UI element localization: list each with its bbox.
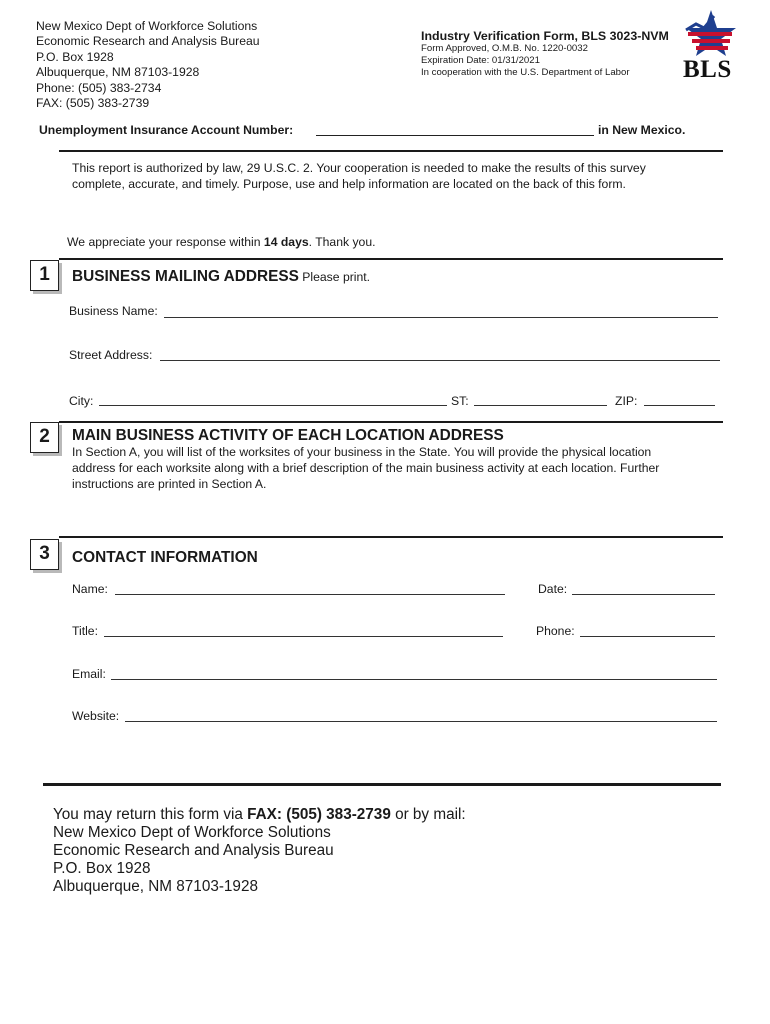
authorization-line-1: This report is authorized by law, 29 U.S.C. 2. Your cooperation is needed to make the results of this survey xyxy=(72,161,646,175)
street-address-label: Street Address: xyxy=(69,348,153,362)
response-note xyxy=(67,234,376,250)
agency-phone: Phone: (505) 383-2734 xyxy=(36,80,162,95)
section-1-rule xyxy=(59,258,723,260)
form-info xyxy=(421,29,669,80)
contact-website-field[interactable] xyxy=(125,721,717,722)
section-1-number: 1 xyxy=(30,260,59,291)
zip-field[interactable] xyxy=(644,405,715,406)
logo-stripe-3 xyxy=(696,46,728,50)
return-agency-bureau: Economic Research and Analysis Bureau xyxy=(53,842,334,859)
authorization-text xyxy=(72,160,646,192)
authorization-line-2: complete, accurate, and timely. Purpose, use and help information are located on the back of this form. xyxy=(72,177,626,191)
agency-fax: FAX: (505) 383-2739 xyxy=(36,96,150,111)
divider-footer xyxy=(43,783,721,786)
section-1-heading: BUSINESS MAILING ADDRESS xyxy=(72,268,299,285)
response-suffix: . Thank you. xyxy=(308,235,376,249)
city-field[interactable] xyxy=(99,405,447,406)
section-2-line-2: address for each worksite along with a brief description of the main business activity at each location. Further xyxy=(72,461,660,475)
agency-bureau: Economic Research and Analysis Bureau xyxy=(36,34,260,49)
section-3-title: CONTACT INFORMATION xyxy=(72,549,258,566)
section-2-rule xyxy=(59,421,723,423)
return-line-1 xyxy=(53,806,466,824)
agency-address xyxy=(36,19,260,111)
contact-website-label: Website: xyxy=(72,709,120,723)
section-1-subtitle: Please print. xyxy=(298,270,371,284)
return-prefix: You may return this form via xyxy=(53,806,248,823)
return-city: Albuquerque, NM 87103-1928 xyxy=(53,878,258,895)
return-agency-name: New Mexico Dept of Workforce Solutions xyxy=(53,824,331,841)
response-days: 14 days xyxy=(263,235,309,249)
response-prefix: We appreciate your response within xyxy=(67,235,264,249)
divider-top xyxy=(59,150,723,152)
form-title: Industry Verification Form, BLS 3023-NVM xyxy=(421,29,669,43)
section-2-description xyxy=(72,444,659,492)
logo-stripe-1 xyxy=(688,32,732,36)
contact-phone-field[interactable] xyxy=(580,636,715,637)
contact-name-label: Name: xyxy=(72,582,108,596)
business-name-label: Business Name: xyxy=(69,304,158,318)
return-fax: FAX: (505) 383-2739 xyxy=(247,806,391,823)
contact-date-field[interactable] xyxy=(572,594,715,595)
bls-logo-text: BLS xyxy=(683,56,732,83)
form-expiration: Expiration Date: 01/31/2021 xyxy=(421,55,540,67)
form-approved: Form Approved, O.M.B. No. 1220-0032 xyxy=(421,43,588,54)
ui-account-input-line[interactable] xyxy=(316,135,594,136)
section-2-line-3: instructions are printed in Section A. xyxy=(72,477,267,491)
ui-account-suffix: in New Mexico. xyxy=(598,123,686,137)
city-label: City: xyxy=(69,394,94,408)
contact-name-field[interactable] xyxy=(115,594,505,595)
return-instructions xyxy=(53,806,466,896)
contact-email-field[interactable] xyxy=(111,679,717,680)
return-pobox: P.O. Box 1928 xyxy=(53,860,151,877)
logo-stripe-2 xyxy=(692,39,730,43)
form-cooperation: In cooperation with the U.S. Department of Labor xyxy=(421,67,630,79)
agency-pobox: P.O. Box 1928 xyxy=(36,49,114,64)
contact-email-label: Email: xyxy=(72,667,106,681)
section-1-title xyxy=(72,268,370,286)
state-field[interactable] xyxy=(474,405,607,406)
business-name-field[interactable] xyxy=(164,317,718,318)
agency-city: Albuquerque, NM 87103-1928 xyxy=(36,65,200,80)
contact-phone-label: Phone: xyxy=(536,624,575,638)
section-3-rule xyxy=(59,536,723,538)
contact-date-label: Date: xyxy=(538,582,568,596)
state-label: ST: xyxy=(451,394,469,408)
section-3-number: 3 xyxy=(30,539,59,570)
zip-label: ZIP: xyxy=(615,394,638,408)
return-suffix: or by mail: xyxy=(390,806,466,823)
contact-title-label: Title: xyxy=(72,624,98,638)
section-2-line-1: In Section A, you will list of the worksites of your business in the State. You will provide the physical location xyxy=(72,445,652,459)
street-address-field[interactable] xyxy=(160,360,720,361)
ui-account-label: Unemployment Insurance Account Number: xyxy=(39,123,294,137)
agency-name: New Mexico Dept of Workforce Solutions xyxy=(36,19,258,33)
section-2-title: MAIN BUSINESS ACTIVITY OF EACH LOCATION ADDRESS xyxy=(72,427,504,444)
section-2-number: 2 xyxy=(30,422,59,453)
contact-title-field[interactable] xyxy=(104,636,503,637)
